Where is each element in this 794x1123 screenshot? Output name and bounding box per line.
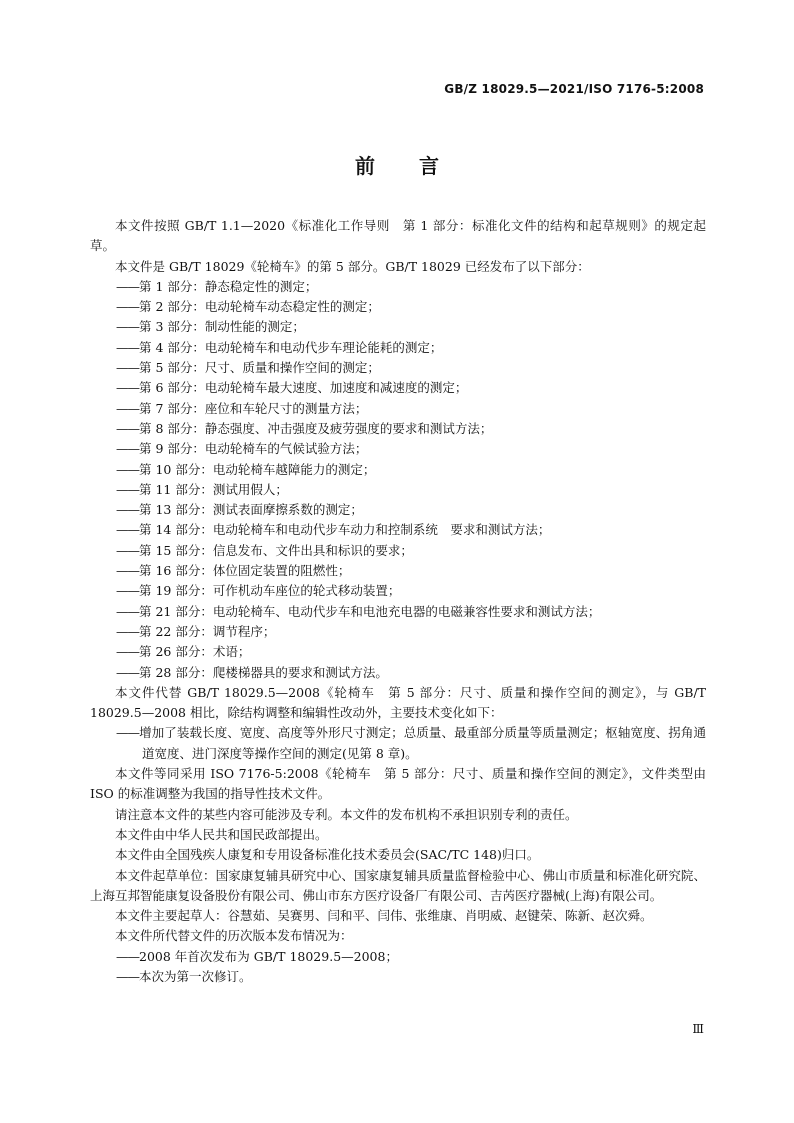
list-item-part — [90, 520, 706, 540]
list-item-part — [90, 317, 706, 337]
dash-mark: —— — [116, 319, 139, 335]
list-item-part-text: 第 7 部分：座位和车轮尺寸的测量方法； — [139, 400, 368, 416]
dash-mark: —— — [116, 725, 139, 741]
list-item-part-text: 第 1 部分：静态稳定性的测定； — [139, 278, 318, 294]
list-item-part-text: 第 19 部分：可作机动车座位的轮式移动装置； — [139, 583, 401, 599]
paragraph-series-intro: 本文件是 GB/T 18029《轮椅车》的第 5 部分。GB/T 18029 已经发布了以下部分： — [115, 258, 590, 274]
list-item-part — [90, 642, 706, 662]
dash-mark: —— — [116, 563, 139, 579]
list-item-part — [90, 277, 706, 297]
list-item-part — [90, 581, 706, 601]
paragraph-drafting-rules: 本文件按照 GB/T 1.1—2020《标准化工作导则 第 1 部分：标准化文件的结构和起草规则》的规定起草。 — [90, 218, 706, 254]
dash-mark: —— — [116, 461, 139, 477]
list-item-part-text: 第 21 部分：电动轮椅车、电动代步车和电池充电器的电磁兼容性要求和测试方法； — [139, 603, 601, 619]
page-number: Ⅲ — [692, 1022, 704, 1036]
paragraph-patent-notice: 请注意本文件的某些内容可能涉及专利。本文件的发布机构不承担识别专利的责任。 — [115, 806, 578, 822]
list-item-part — [90, 419, 706, 439]
list-item-part-text: 第 13 部分：测试表面摩擦系数的测定； — [139, 502, 363, 518]
list-item-part-text: 第 9 部分：电动轮椅车的气候试验方法； — [139, 441, 368, 457]
dash-mark: —— — [116, 948, 139, 964]
dash-mark: —— — [116, 481, 139, 497]
list-item-part-text: 第 16 部分：体位固定装置的阻燃性； — [139, 563, 351, 579]
dash-mark: —— — [116, 664, 139, 680]
list-item-part-text: 第 6 部分：电动轮椅车最大速度、加速度和减速度的测定； — [139, 380, 468, 396]
dash-mark: —— — [116, 583, 139, 599]
list-item-history — [90, 967, 706, 987]
list-item-part — [90, 460, 706, 480]
dash-mark: —— — [116, 603, 139, 619]
list-item-part — [90, 663, 706, 683]
list-item-part-text: 第 5 部分：尺寸、质量和操作空间的测定； — [139, 360, 380, 376]
paragraph-proposed-by: 本文件由中华人民共和国民政部提出。 — [115, 826, 328, 842]
list-item-part-text: 第 26 部分：术语； — [139, 644, 251, 660]
list-item-part-text: 第 15 部分：信息发布、文件出具和标识的要求； — [139, 542, 413, 558]
dash-mark: —— — [116, 299, 139, 315]
list-item-part — [90, 399, 706, 419]
list-item-part — [90, 439, 706, 459]
list-item-part-text: 第 2 部分：电动轮椅车动态稳定性的测定； — [139, 299, 380, 315]
list-item-history — [90, 947, 706, 967]
list-item-part-text: 第 10 部分：电动轮椅车越障能力的测定； — [139, 461, 376, 477]
dash-mark: —— — [116, 420, 139, 436]
list-item-part — [90, 297, 706, 317]
foreword-body — [90, 216, 706, 987]
list-item-part-text: 第 14 部分：电动轮椅车和电动代步车动力和控制系统 要求和测试方法； — [139, 522, 551, 538]
dash-mark: —— — [116, 502, 139, 518]
paragraph-replaces: 本文件代替 GB/T 18029.5—2008《轮椅车 第 5 部分：尺寸、质量和操作空间的测定》，与 GB/T 18029.5—2008 相比，除结构调整和编辑性改动外，主要技术变化如下： — [90, 684, 706, 721]
list-item-part-text: 第 22 部分：调节程序； — [139, 623, 276, 639]
title-char-2: 言 — [419, 154, 439, 178]
paragraph-drafting-units: 本文件起草单位：国家康复辅具研究中心、国家康复辅具质量监督检验中心、佛山市质量和标准化研究院、上海互邦智能康复设备股份有限公司、佛山市东方医疗设备厂有限公司、吉芮医疗器械(上海)有限公司。 — [90, 867, 706, 903]
list-item-part — [90, 480, 706, 500]
history-list — [90, 947, 706, 988]
list-item-part — [90, 602, 706, 622]
paragraph-centralized-by: 本文件由全国残疾人康复和专用设备标准化技术委员会(SAC/TC 148)归口。 — [115, 847, 540, 863]
technical-change-text: 增加了装载长度、宽度、高度等外形尺寸测定；总质量、最重部分质量等质量测定；枢轴宽度、拐角通道宽度、进门深度等操作空间的测定(见第 8 章)。 — [139, 725, 706, 761]
dash-mark: —— — [116, 278, 139, 294]
standard-code-header: GB/Z 18029.5—2021/ISO 7176-5:2008 — [444, 82, 704, 96]
list-item-part — [90, 358, 706, 378]
dash-mark: —— — [116, 339, 139, 355]
dash-mark: —— — [116, 400, 139, 416]
list-item-part — [90, 561, 706, 581]
dash-mark: —— — [116, 542, 139, 558]
list-item-part-text: 第 28 部分：爬楼梯器具的要求和测试方法。 — [139, 664, 388, 680]
page-title — [0, 150, 794, 179]
title-char-1: 前 — [355, 154, 375, 178]
dash-mark: —— — [116, 623, 139, 639]
list-item-part — [90, 500, 706, 520]
dash-mark: —— — [116, 360, 139, 376]
list-item-part-text: 第 8 部分：静态强度、冲击强度及疲劳强度的要求和测试方法； — [139, 420, 493, 436]
dash-mark: —— — [116, 968, 139, 984]
paragraph-drafters: 本文件主要起草人：谷慧茹、吴赛男、闫和平、闫伟、张维康、肖明威、赵键荣、陈新、赵次舜。 — [115, 908, 653, 924]
list-item-part — [90, 622, 706, 642]
list-item-part-text: 第 11 部分：测试用假人； — [139, 481, 288, 497]
list-item-part — [90, 541, 706, 561]
dash-mark: —— — [116, 441, 139, 457]
parts-list — [90, 277, 706, 683]
list-item-part — [90, 378, 706, 398]
list-item-part-text: 第 3 部分：制动性能的测定； — [139, 319, 305, 335]
paragraph-adoption: 本文件等同采用 ISO 7176-5:2008《轮椅车 第 5 部分：尺寸、质量和操作空间的测定》，文件类型由 ISO 的标准调整为我国的指导性技术文件。 — [90, 766, 706, 802]
list-item-history-text: 本次为第一次修订。 — [139, 968, 252, 984]
dash-mark: —— — [116, 380, 139, 396]
list-item-history-text: 2008 年首次发布为 GB/T 18029.5—2008； — [139, 948, 398, 964]
dash-mark: —— — [116, 522, 139, 538]
dash-mark: —— — [116, 644, 139, 660]
list-item-part — [90, 338, 706, 358]
list-item-part-text: 第 4 部分：电动轮椅车和电动代步车理论能耗的测定； — [139, 339, 443, 355]
list-item-technical-change — [90, 723, 706, 764]
paragraph-history-intro: 本文件所代替文件的历次版本发布情况为： — [115, 928, 353, 944]
